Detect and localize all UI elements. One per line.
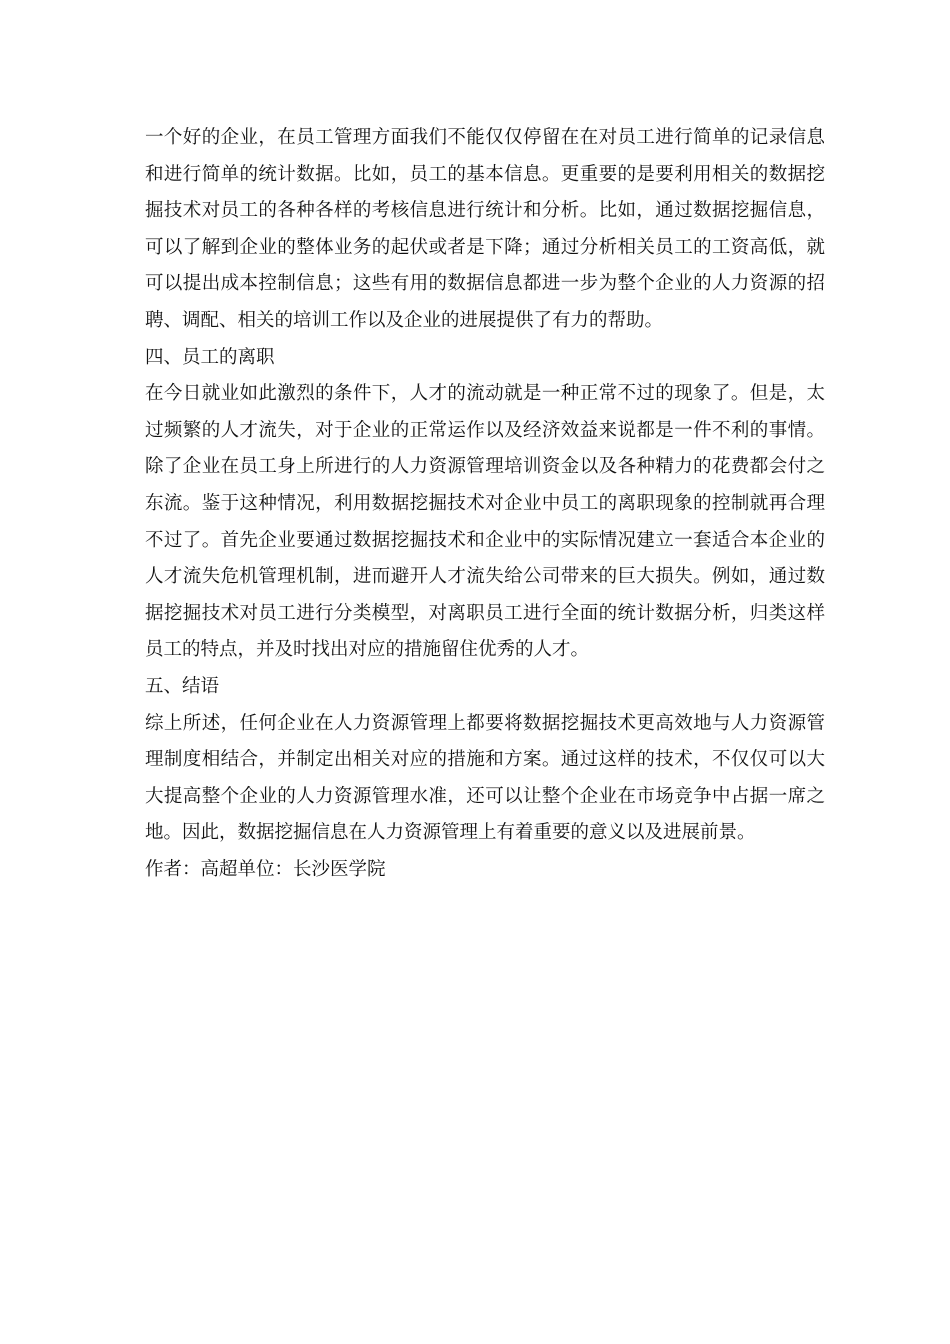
- paragraph-employee-data: 一个好的企业，在员工管理方面我们不能仅仅停留在在对员工进行简单的记录信息和进行简单的统计数据。比如，员工的基本信息。更重要的是要利用相关的数据挖掘技术对员工的各种各样的考核信息进行统计和分析。比如，通过数据挖掘信息，可以了解到企业的整体业务的起伏或者是下降；通过分析相关员工的工资高低，就可以提出成本控制信息；这些有用的数据信息都进一步为整个企业的人力资源的招聘、调配、相关的培训工作以及企业的进展提供了有力的帮助。: [145, 127, 825, 331]
- section-heading-employee-resignation: 四、员工的离职: [145, 346, 275, 368]
- section-heading-conclusion: 五、结语: [145, 675, 220, 697]
- document-page: [145, 120, 825, 888]
- paragraph-conclusion: 综上所述，任何企业在人力资源管理上都要将数据挖掘技术更高效地与人力资源管理制度相结合，并制定出相关对应的措施和方案。通过这样的技术，不仅仅可以大大提高整个企业的人力资源管理水准，还可以让整个企业在市场竞争中占据一席之地。因此，数据挖掘信息在人力资源管理上有着重要的意义以及进展前景。: [145, 712, 825, 844]
- paragraph-employee-resignation: 在今日就业如此激烈的条件下，人才的流动就是一种正常不过的现象了。但是，太过频繁的人才流失，对于企业的正常运作以及经济效益来说都是一件不利的事情。除了企业在员工身上所进行的人力资源管理培训资金以及各种精力的花费都会付之东流。鉴于这种情况，利用数据挖掘技术对企业中员工的离职现象的控制就再合理不过了。首先企业要通过数据挖掘技术和企业中的实际情况建立一套适合本企业的人才流失危机管理机制，进而避开人才流失给公司带来的巨大损失。例如，通过数据挖掘技术对员工进行分类模型，对离职员工进行全面的统计数据分析，归类这样员工的特点，并及时找出对应的措施留住优秀的人才。: [145, 383, 825, 661]
- author-affiliation-line: 作者：高超单位：长沙医学院: [145, 858, 386, 880]
